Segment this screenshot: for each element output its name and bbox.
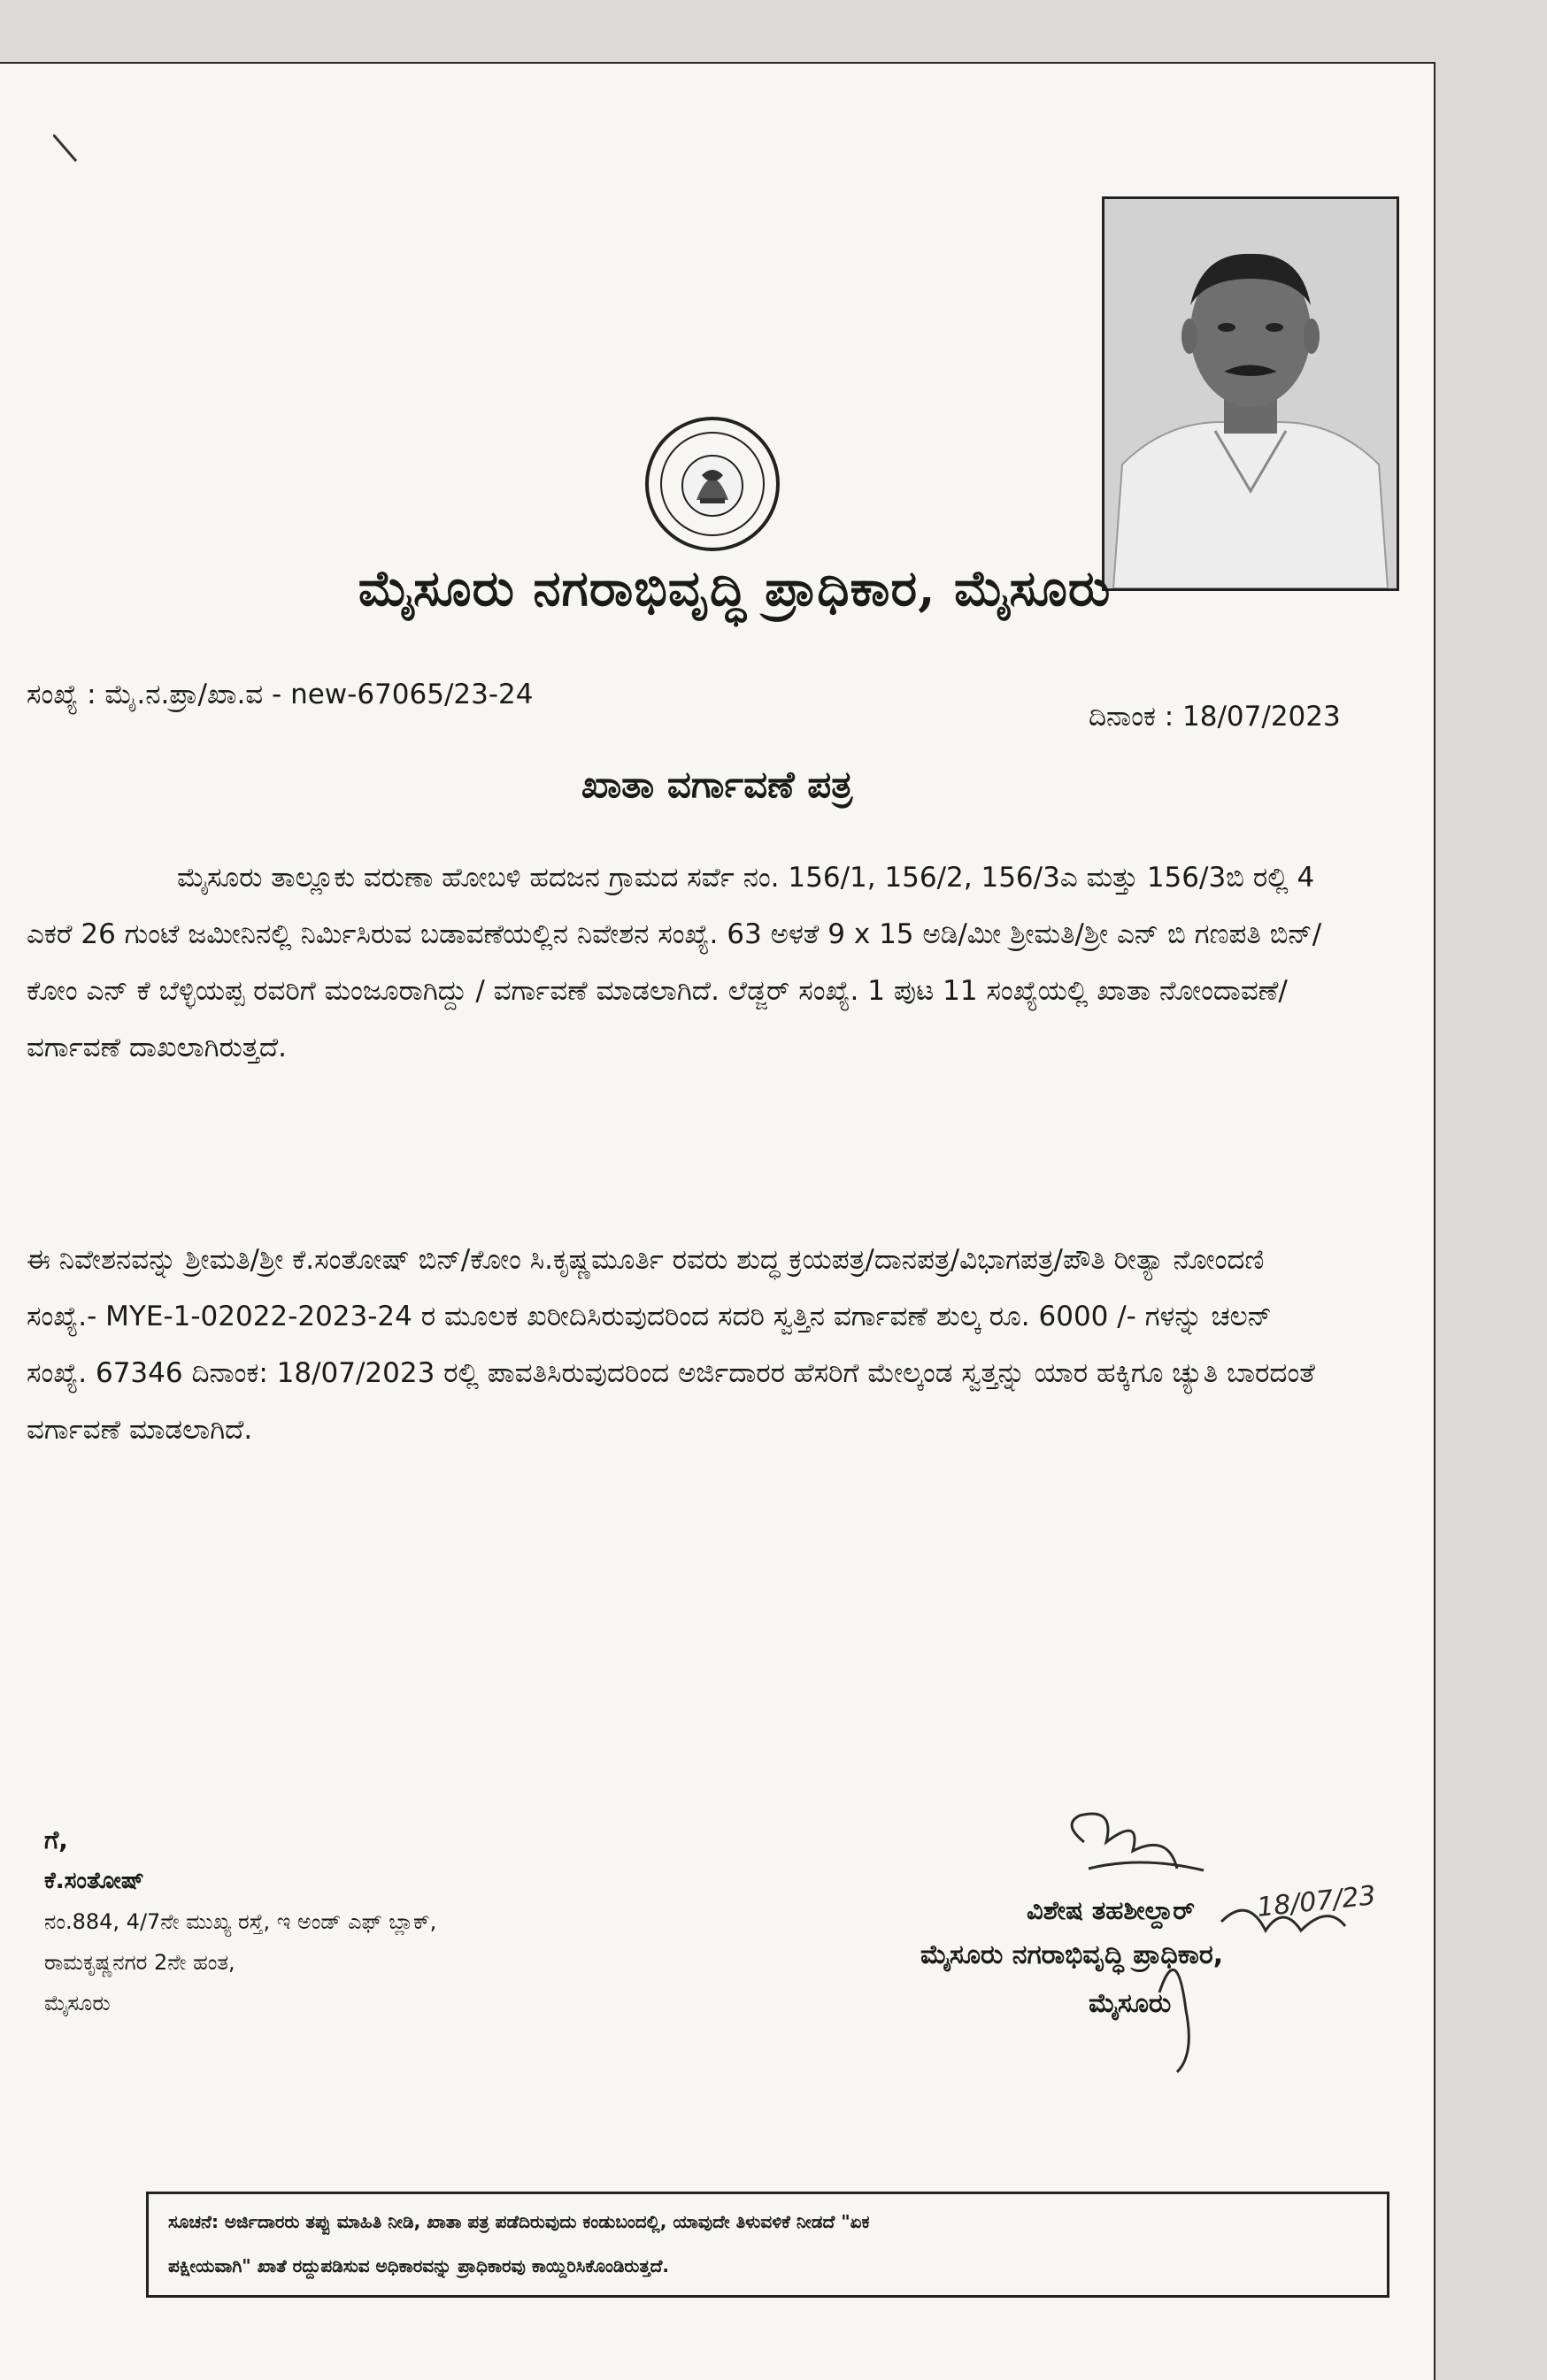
addressee-to: ಗೆ,: [44, 1825, 68, 1854]
issue-date: ದಿನಾಂಕ : 18/07/2023: [1089, 701, 1341, 733]
signatory-office: ಮೈಸೂರು ನಗರಾಭಿವೃದ್ಧಿ ಪ್ರಾಧಿಕಾರ,: [920, 1939, 1224, 1970]
applicant-photo: [1102, 196, 1399, 591]
authority-heading: ಮೈಸೂರು ನಗರಾಭಿವೃದ್ಧಿ ಪ್ರಾಧಿಕಾರ, ಮೈಸೂರು: [358, 559, 1112, 618]
document-subject: ಖಾತಾ ವರ್ಗಾವಣೆ ಪತ್ರ: [581, 763, 853, 806]
reference-number: ಸಂಖ್ಯೆ : ಮೈ.ನ.ಪ್ರಾ/ಖಾ.ವ - new-67065/23-24: [27, 679, 534, 710]
authority-seal-icon: [642, 413, 783, 555]
signature-block: [912, 1807, 1407, 2090]
addressee-line-3: ಮೈಸೂರು: [44, 1991, 111, 2015]
notice-box: [146, 2192, 1389, 2298]
addressee-line-1: ನಂ.884, 4/7ನೇ ಮುಖ್ಯ ರಸ್ತೆ, ಇ ಅಂಡ್ ಎಫ್ ಬ್ಲಾಕ್,: [44, 1909, 437, 1934]
document-sheet: [0, 62, 1435, 2380]
signatory-city: ಮೈಸೂರು: [1089, 1988, 1172, 2019]
addressee-line-2: ರಾಮಕೃಷ್ಣನಗರ 2ನೇ ಹಂತ,: [44, 1950, 235, 1975]
addressee-name: ಕೆ.ಸಂತೋಷ್: [44, 1868, 144, 1894]
notice-line-2: ಪಕ್ಷೀಯವಾಗಿ" ಖಾತೆ ರದ್ದುಪಡಿಸುವ ಅಧಿಕಾರವನ್ನು ಪ್ರಾಧಿಕಾರವು ಕಾಯ್ದಿರಿಸಿಕೊಂಡಿರುತ್ತದೆ.: [168, 2255, 669, 2276]
body-paragraph-2: ಈ ನಿವೇಶನವನ್ನು ಶ್ರೀಮತಿ/ಶ್ರೀ ಕೆ.ಸಂತೋಷ್ ಬಿನ್/ಕೋಂ ಸಿ.ಕೃಷ್ಣಮೂರ್ತಿ ರವರು ಶುದ್ಧ ಕ್ರಯಪತ್ರ/ದಾನಪತ್ರ/ವಿಭಾಗಪತ್ರ/ಪೌತಿ ರೀತ್ಯಾ ನೋಂದಣಿ ಸಂಖ್ಯೆ.- MYE-1-02022-2023-24 ರ ಮೂಲಕ ಖರೀದಿಸಿರುವುದರಿಂದ ಸದರಿ ಸ್ವತ್ತಿನ ವರ್ಗಾವಣೆ ಶುಲ್ಕ ರೂ. 6000 /- ಗಳನ್ನು ಚಲನ್ ಸಂಖ್ಯೆ. 67346 ದಿನಾಂಕ: 18/07/2023 ರಲ್ಲಿ ಪಾವತಿಸಿರುವುದರಿಂದ ಅರ್ಜಿದಾರರ ಹೆಸರಿಗೆ ಮೇಲ್ಕಂಡ ಸ್ವತ್ತನ್ನು ಯಾರ ಹಕ್ಕಿಗೂ ಚ್ಯುತಿ ಬಾರದಂತೆ ವರ್ಗಾವಣೆ ಮಾಡಲಾಗಿದೆ.: [27, 1244, 1315, 1446]
signature-date: 18/07/23: [1255, 1880, 1378, 1923]
signatory-designation: ವಿಶೇಷ ತಹಶೀಲ್ದಾರ್: [1027, 1895, 1196, 1925]
body-paragraph-1: ಮೈಸೂರು ತಾಲ್ಲೂಕು ವರುಣಾ ಹೋಬಳಿ ಹದಜನ ಗ್ರಾಮದ ಸರ್ವೆ ನಂ. 156/1, 156/2, 156/3ಎ ಮತ್ತು 156/3ಬಿ ರಲ್ಲಿ 4 ಎಕರೆ 26 ಗುಂಟೆ ಜಮೀನಿನಲ್ಲಿ ನಿರ್ಮಿಸಿರುವ ಬಡಾವಣೆಯಲ್ಲಿನ ನಿವೇಶನ ಸಂಖ್ಯೆ. 63 ಅಳತೆ 9 x 15 ಅಡಿ/ಮೀ ಶ್ರೀಮತಿ/ಶ್ರೀ ಎನ್ ಬಿ ಗಣಪತಿ ಬಿನ್/ಕೋಂ ಎನ್ ಕೆ ಬೆಳ್ಳಿಯಪ್ಪ ರವರಿಗೆ ಮಂಜೂರಾಗಿದ್ದು / ವರ್ಗಾವಣೆ ಮಾಡಲಾಗಿದೆ. ಲೆಡ್ಜರ್ ಸಂಖ್ಯೆ. 1 ಪುಟ 11 ಸಂಖ್ಯೆಯಲ್ಲಿ ಖಾತಾ ನೋಂದಾವಣೆ/ ವರ್ಗಾವಣೆ ದಾಖಲಾಗಿರುತ್ತದೆ.: [27, 862, 1322, 1063]
notice-line-1: ಸೂಚನೆ: ಅರ್ಜಿದಾರರು ತಪ್ಪು ಮಾಹಿತಿ ನೀಡಿ, ಖಾತಾ ಪತ್ರ ಪಡೆದಿರುವುದು ಕಂಡುಬಂದಲ್ಲಿ, ಯಾವುದೇ ತಿಳುವಳಿಕೆ ನೀಡದೆ "ಏಕ: [168, 2211, 870, 2232]
stray-pen-mark: [53, 134, 80, 170]
addressee-block: [44, 1820, 436, 2023]
